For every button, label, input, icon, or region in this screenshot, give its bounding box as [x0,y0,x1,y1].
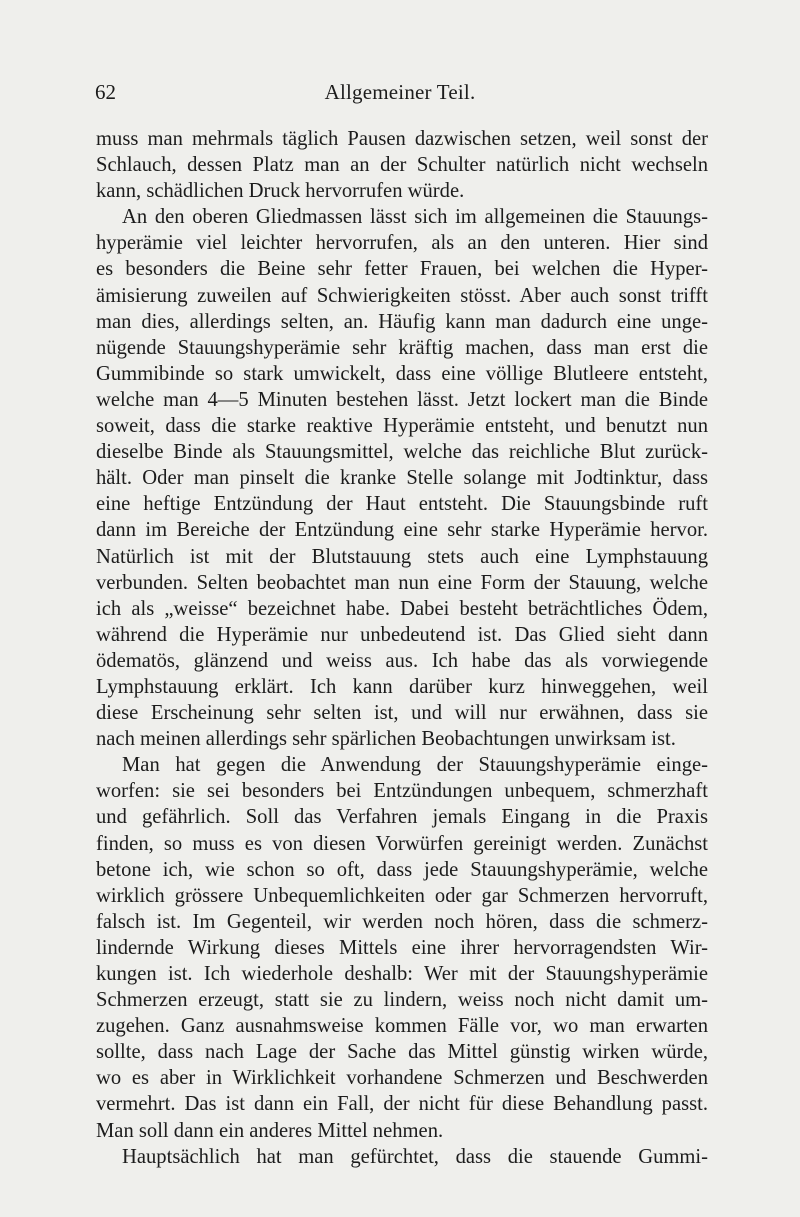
text-line: zugehen. Ganz ausnahmsweise kommen Fälle vor, wo man erwarten [96,1015,708,1038]
text-line: es besonders die Beine sehr fetter Frauen, bei welchen die Hyper- [96,258,708,281]
text-line: falsch ist. Im Gegenteil, wir werden noch hören, dass die schmerz- [96,910,708,933]
text-line: welche man 4—5 Minuten bestehen lässt. Jetzt lockert man die Binde [96,388,708,411]
text-line: kann, schädlichen Druck hervorrufen würde. [96,180,465,203]
text-line: An den oberen Gliedmassen lässt sich im allgemeinen die Stauungs- [122,206,708,229]
text-line: Schmerzen erzeugt, statt sie zu lindern, weiss noch nicht damit um- [96,989,708,1012]
text-line: wirklich grössere Unbequemlichkeiten oder gar Schmerzen hervorruft, [96,884,708,907]
body-text [96,126,708,1170]
text-line: hyperämie viel leichter hervorrufen, als an den unteren. Hier sind [96,232,708,255]
running-head-title: Allgemeiner Teil. [324,80,476,104]
text-line: Schlauch, dessen Platz man an der Schulter natürlich nicht wechseln [96,154,708,177]
text-line: finden, so muss es von diesen Vorwürfen gereinigt werden. Zunächst [96,832,708,855]
text-line: soweit, dass die starke reaktive Hyperämie entsteht, und benutzt nun [96,415,708,438]
text-line: diese Erscheinung sehr selten ist, und will nur erwähnen, dass sie [96,702,708,725]
page-number: 62 [95,80,116,104]
text-line: worfen: sie sei besonders bei Entzündungen unbequem, schmerzhaft [96,780,708,803]
text-line: verbunden. Selten beobachtet man nun eine Form der Stauung, welche [96,571,708,594]
text-line: während die Hyperämie nur unbedeutend ist. Das Glied sieht dann [96,623,708,646]
text-line: dann im Bereiche der Entzündung eine sehr starke Hyperämie hervor. [96,519,708,542]
text-line: lindernde Wirkung dieses Mittels eine ihrer hervorragendsten Wir- [96,936,708,959]
text-line: dieselbe Binde als Stauungsmittel, welche das reichliche Blut zurück- [96,441,708,464]
text-line: nach meinen allerdings sehr spärlichen Beobachtungen unwirksam ist. [96,728,676,751]
text-line: vermehrt. Das ist dann ein Fall, der nicht für diese Behandlung passt. [96,1093,708,1116]
text-line: ämisierung zuweilen auf Schwierigkeiten stösst. Aber auch sonst trifft [96,284,708,307]
text-line: nügende Stauungshyperämie sehr kräftig machen, dass man erst die [96,336,708,359]
text-line: ich als „weisse“ bezeichnet habe. Dabei besteht beträchtliches Ödem, [96,597,708,620]
text-line: eine heftige Entzündung der Haut entsteht. Die Stauungsbinde ruft [96,493,708,516]
text-line: Natürlich ist mit der Blutstauung stets auch eine Lymphstauung [96,545,708,568]
text-line: Man soll dann ein anderes Mittel nehmen. [96,1119,444,1142]
text-line: und gefährlich. Soll das Verfahren jemals Eingang in die Praxis [96,806,708,829]
running-head [0,78,800,106]
text-line: ödematös, glänzend und weiss aus. Ich habe das als vorwiegende [96,649,708,672]
text-line: Lymphstauung erklärt. Ich kann darüber kurz hinweggehen, weil [96,675,708,698]
text-line: betone ich, wie schon so oft, dass jede Stauungshyperämie, welche [96,858,708,881]
text-line: hält. Oder man pinselt die kranke Stelle solange mit Jodtinktur, dass [96,467,708,490]
text-line: kungen ist. Ich wiederhole deshalb: Wer mit der Stauungshyperämie [96,963,708,985]
text-line: Gummibinde so stark umwickelt, dass eine völlige Blutleere entsteht, [96,362,708,385]
text-line: man dies, allerdings selten, an. Häufig kann man dadurch eine unge- [96,310,708,333]
text-line: sollte, dass nach Lage der Sache das Mittel günstig wirken würde, [96,1041,708,1064]
text-line: Hauptsächlich hat man gefürchtet, dass die stauende Gummi- [122,1145,708,1168]
text-line: Man hat gegen die Anwendung der Stauungshyperämie einge- [122,754,708,777]
text-line: wo es aber in Wirklichkeit vorhandene Schmerzen und Beschwerden [96,1067,708,1090]
text-line: muss man mehrmals täglich Pausen dazwischen setzen, weil sonst der [96,128,708,150]
